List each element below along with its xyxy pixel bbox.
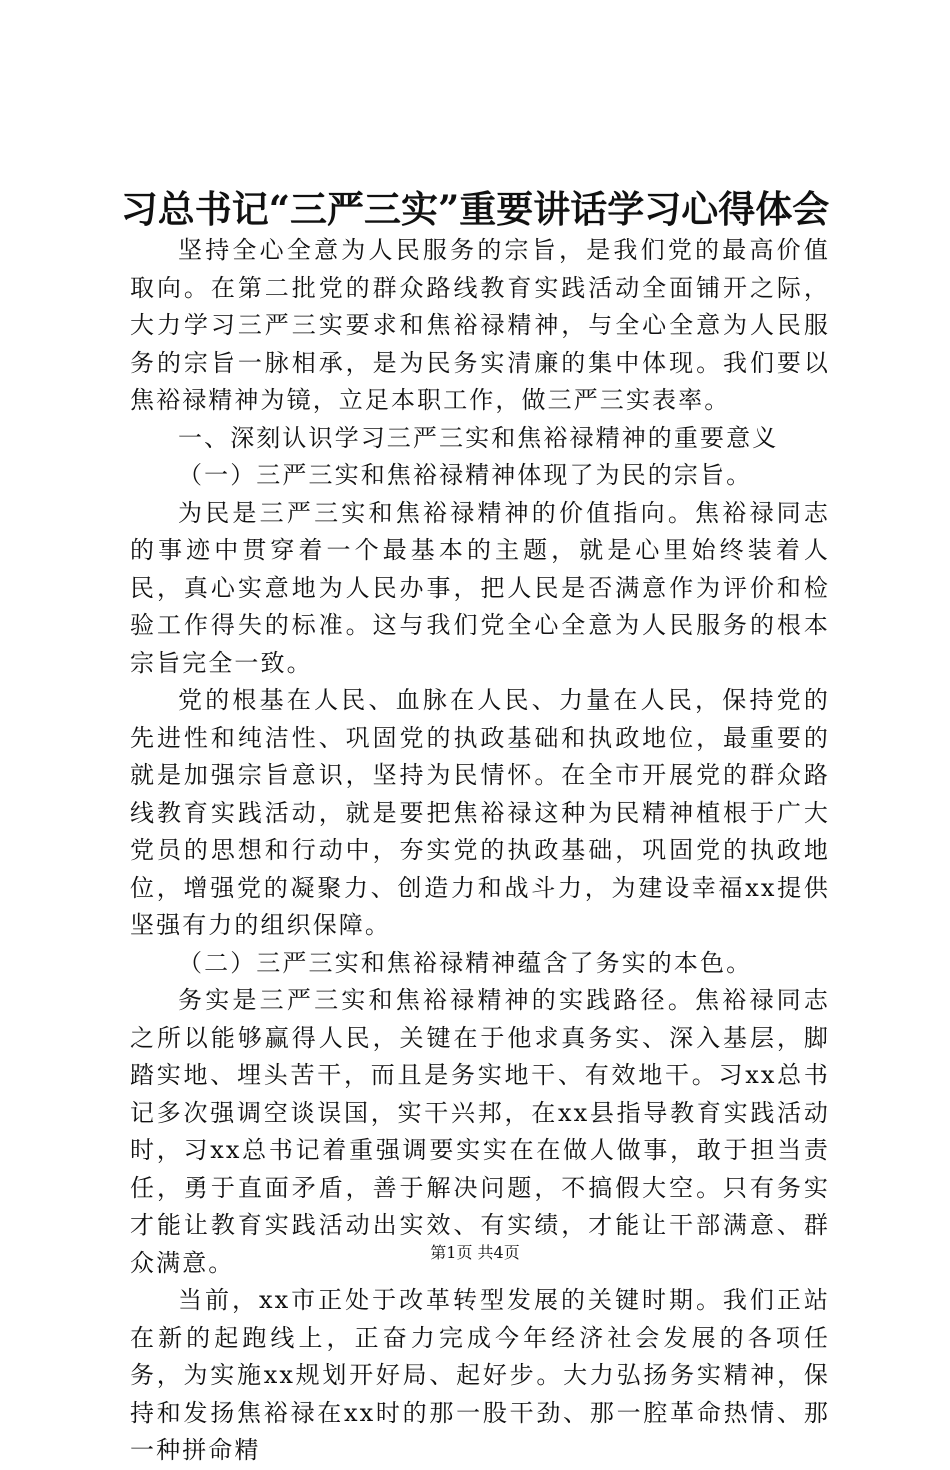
document-body <box>130 232 830 1470</box>
paragraph: 党的根基在人民、血脉在人民、力量在人民，保持党的先进性和纯洁性、巩固党的执政基础和执政地位，最重要的就是加强宗旨意识，坚持为民情怀。在全市开展党的群众路线教育实践活动，就是要把焦裕禄这种为民精神植根于广大党员的思想和行动中，夯实党的执政基础，巩固党的执政地位，增强党的凝聚力、创造力和战斗力，为建设幸福xx提供坚强有力的组织保障。 <box>130 686 830 939</box>
document-title: 习总书记“三严三实”重要讲话学习心得体会 <box>120 187 830 231</box>
subsection-heading: （一）三严三实和焦裕禄精神体现了为民的宗旨。 <box>178 461 753 489</box>
paragraph: 务实是三严三实和焦裕禄精神的实践路径。焦裕禄同志之所以能够赢得人民，关键在于他求真务实、深入基层，脚踏实地、埋头苦干，而且是务实地干、有效地干。习xx总书记多次强调空谈误国，实干兴邦，在xx县指导教育实践活动时，习xx总书记着重强调要实实在在做人做事，敢于担当责任，勇于直面矛盾，善于解决问题，不搞假大空。只有务实才能让教育实践活动出实效、有实绩，才能让干部满意、群众满意。 <box>130 986 830 1277</box>
page-footer: 第1页 共4页 <box>430 1243 520 1262</box>
paragraph: 坚持全心全意为人民服务的宗旨，是我们党的最高价值取向。在第二批党的群众路线教育实践活动全面铺开之际，大力学习三严三实要求和焦裕禄精神，与全心全意为人民服务的宗旨一脉相承，是为民务实清廉的集中体现。我们要以焦裕禄精神为镜，立足本职工作，做三严三实表率。 <box>130 236 830 414</box>
subsection-heading: （二）三严三实和焦裕禄精神蕴含了务实的本色。 <box>178 948 753 977</box>
section-heading: 一、深刻认识学习三严三实和焦裕禄精神的重要意义 <box>178 423 779 452</box>
paragraph: 为民是三严三实和焦裕禄精神的价值指向。焦裕禄同志的事迹中贯穿着一个最基本的主题，就是心里始终装着人民，真心实意地为人民办事，把人民是否满意作为评价和检验工作得失的标准。这与我们党全心全意为人民服务的根本宗旨完全一致。 <box>130 498 830 677</box>
paragraph: 当前，xx市正处于改革转型发展的关键时期。我们正站在新的起跑线上，正奋力完成今年经济社会发展的各项任务，为实施xx规划开好局、起好步。大力弘扬务实精神，保持和发扬焦裕禄在xx时的那一股干劲、那一腔革命热情、那一种拼命精 <box>130 1286 830 1464</box>
